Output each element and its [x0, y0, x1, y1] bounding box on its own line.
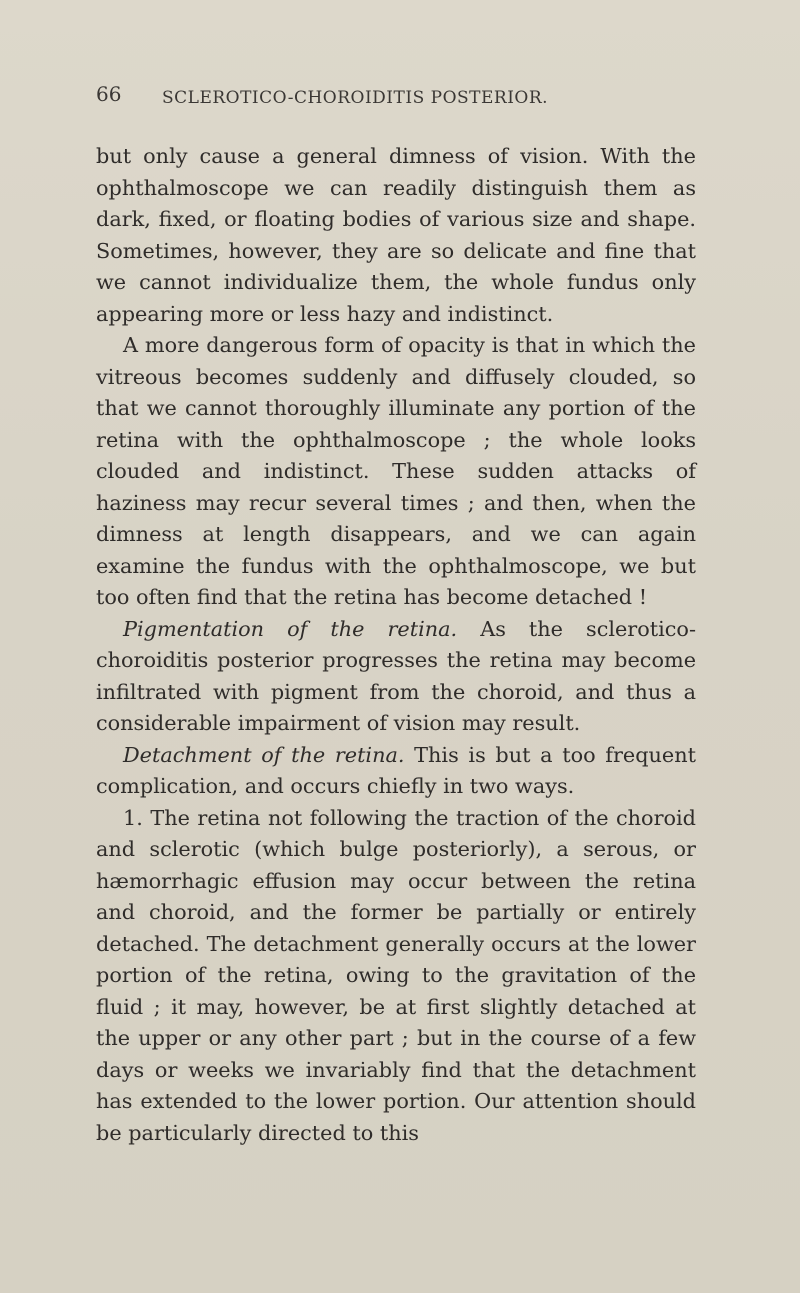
running-head: SCLEROTICO-CHOROIDITIS POSTERIOR. [162, 88, 549, 108]
page-number: 66 [96, 82, 122, 106]
detachment-text: This is but a too frequent complication, and occurs chiefly in two ways. [96, 742, 696, 798]
paragraph-detachment [96, 740, 696, 803]
paragraph-vitreous-opacity: A more dangerous form of opacity is that in which the vitreous becomes suddenly and diffusely clouded, so that we cannot thoroughly illuminate any portion of the retina with the ophthalmoscope ; the whole looks clouded and indistinct. These sudden attacks of haziness may recur several times ; and then, when the dimness at length disappears, and we can again examine the fundus with the ophthalmoscope, we but too often find that the retina has become detached ! [96, 333, 696, 609]
section-heading-detachment: Detachment of the retina. [123, 742, 405, 767]
section-heading-pigmentation: Pigmentation of the retina. [123, 616, 458, 641]
paragraph-numbered-1: 1. The retina not following the traction of the choroid and sclerotic (which bulge posteriorly), a serous, or hæmorrhagic effusion may occur between the retina and choroid, and the former be partially or entirely detached. The detachment generally occurs at the lower portion of the retina, owing to the gravitation of the fluid ; it may, however, be at first slightly detached at the upper or any other part ; but in the course of a few days or weeks we invariably find that the detachment has extended to the lower portion. Our attention should be particularly directed to this [96, 805, 696, 1145]
paragraph-pigmentation [96, 614, 696, 740]
body-text [96, 141, 696, 1149]
paragraph-continuation: but only cause a general dimness of vision. With the ophthalmoscope we can readily distinguish them as dark, fixed, or floating bodies of various size and shape. Sometimes, however, they are so delicate and fine that we cannot individualize them, the whole fundus only appearing more or less hazy and indistinct. [96, 144, 696, 326]
pigmentation-text: As the sclerotico-choroiditis posterior progresses the retina may become infiltrated with pigment from the choroid, and thus a considerable impairment of vision may result. [96, 616, 696, 735]
page-header [96, 82, 760, 122]
